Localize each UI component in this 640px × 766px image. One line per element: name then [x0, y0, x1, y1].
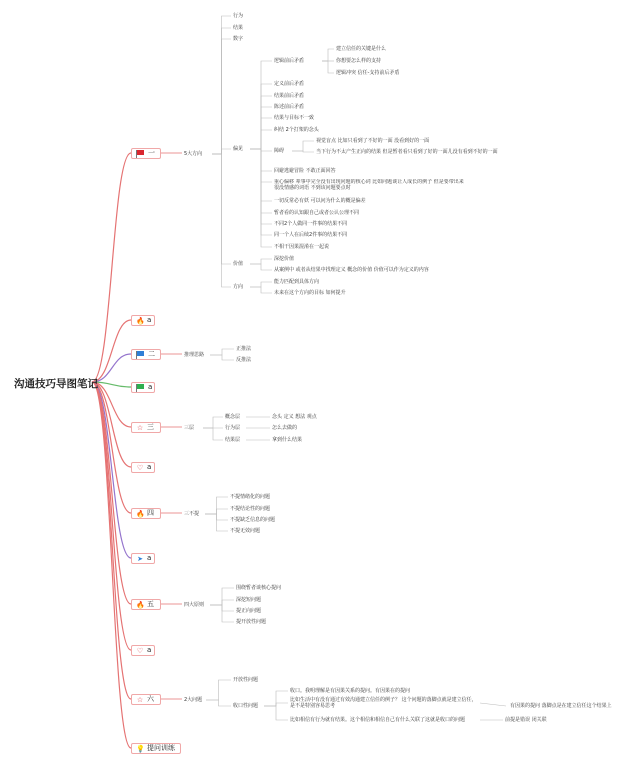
b11-fan-1: [206, 700, 231, 706]
branch-4[interactable]: [131, 382, 155, 393]
b1-fan-5: [212, 154, 231, 287]
branch-5[interactable]: [131, 422, 161, 433]
b7-fan-1: [205, 509, 228, 514]
branch-6[interactable]: [131, 462, 155, 473]
b11-extra-link-0: [480, 703, 506, 706]
blue-flag-icon: [136, 351, 145, 359]
branch-2[interactable]: [131, 315, 155, 326]
branch-9-label: 五: [147, 600, 154, 608]
b7-child-2: 不提缺乏信息的问题: [230, 517, 276, 523]
b1-jiazhi-child-0: 深挖价值: [274, 256, 295, 262]
star-icon: ☆: [136, 695, 144, 704]
heart-icon: ♡: [136, 463, 144, 472]
b1-item-3: 结果与目标不一致: [274, 115, 315, 121]
fire-icon: 🔥: [136, 316, 145, 325]
b1-item2-3: 一切反常必有妖 可以问为什么的概是偏差: [274, 198, 366, 204]
b1-pianjian: 偏见: [233, 146, 244, 152]
b3-child-1: 反推法: [236, 357, 252, 363]
b5-fan-2: [203, 428, 223, 440]
b9-fan-3: [210, 605, 234, 622]
root-link-12: [92, 382, 131, 748]
star-icon: ☆: [136, 423, 144, 432]
branch-8[interactable]: [131, 553, 155, 564]
b1-item2-1: 重心偏移 辈事中完全没有出现问题的核心词 比如问题谈让人成长的例子 但是要带出来很没情感的词语 不到该问题要点时: [274, 179, 464, 191]
b1-jiazhi: 价值: [233, 261, 244, 267]
b1-logic: 逻辑前后矛盾: [274, 58, 305, 64]
b3-fan-1: [210, 355, 234, 360]
b1-pianjian-fan-13: [250, 149, 272, 247]
b1-fangxiang-child-1: 未来在这个方向的目标 如何提升: [274, 290, 346, 296]
b1-zhangai-fan-1: [292, 151, 314, 152]
b1-zhangai: 障碍: [274, 148, 285, 154]
b1-jiazhi-child-1: 从案例中 或者从结果中找理定义 概念的价值 价值可以作为定义的内容: [274, 267, 429, 273]
b1-pianjian-fan-5: [250, 130, 272, 149]
b5-row-2-val: 拿到什么结果: [272, 437, 303, 443]
b1-jiazhi-fan-1: [250, 264, 272, 270]
branch-11-label: 六: [147, 695, 154, 703]
b9-fan-1: [210, 600, 234, 605]
b1-item-4: 纠结 2个打架的念头: [274, 127, 319, 133]
b1-zhangai-child-0: 视觉盲点 比如只看到了不好的一面 没看到好的一面: [316, 138, 430, 144]
b5-row-0-val: 念头 定义 想法 观点: [272, 414, 317, 420]
b1-item2-6: 同一个人在后续2件事的结果不同: [274, 232, 348, 238]
b11-fan-0: [206, 680, 231, 700]
b1-item-2: 陈述前后矛盾: [274, 104, 305, 110]
branch-10-label: a: [147, 646, 152, 654]
b5-row-2-key: 结果层: [225, 437, 241, 443]
root-link-11: [92, 382, 131, 699]
b1-item2-5: 不同2个人做同一件事的结果不同: [274, 221, 348, 227]
b1-fan-3: [212, 149, 231, 154]
b1-fan-2: [212, 39, 231, 154]
b9-child-1: 深挖短问题: [236, 597, 262, 603]
b11-closed-extra-0: 有因果的提问 落脚点是在建立信任这个结果上: [510, 703, 612, 709]
fire-icon: 🔥: [136, 509, 145, 518]
b11-sub: 2大问题: [184, 697, 203, 703]
branch-1[interactable]: [131, 148, 161, 159]
heart-icon: ♡: [136, 646, 144, 655]
branch-4-label: a: [148, 383, 153, 391]
b11-closed: 收口性问题: [233, 703, 259, 709]
branch-5-label: 三: [147, 423, 154, 431]
b1-zhangai-fan-0: [292, 141, 314, 151]
b11-closed-child-0: 收口。我明理解是有因果关系的提问。有因果在的提问: [290, 688, 411, 694]
b7-sub: 三不提: [184, 511, 200, 517]
b1-item-1: 结果前后矛盾: [274, 93, 305, 99]
root-topic: 沟通技巧导图笔记: [14, 378, 98, 390]
root-link-9: [92, 382, 131, 604]
b5-row-1-key: 行为层: [225, 425, 241, 431]
b9-sub: 四大原则: [184, 602, 205, 608]
root-link-1: [92, 153, 131, 382]
branch-8-label: a: [147, 554, 152, 562]
b1-item-0: 定义前后矛盾: [274, 81, 305, 87]
b1-item2-7: 不相干因果混淆在一起说: [274, 244, 330, 250]
b1-item2-4: 暂者看的认知跟自己或者公认公理不同: [274, 210, 360, 216]
bulb-icon: 💡: [136, 744, 145, 753]
b1-sub: 5大方向: [184, 151, 203, 157]
b9-child-0: 围绕暂者谈核心提问: [236, 585, 282, 591]
b5-fan-0: [203, 417, 223, 428]
b3-child-0: 正推法: [236, 346, 252, 352]
b11-closed-fan-1: [264, 703, 288, 706]
b7-fan-3: [205, 514, 228, 531]
b3-sub: 推理思路: [184, 352, 205, 358]
branch-7[interactable]: [131, 508, 161, 519]
b11-closed-child-2: 比如相信有行为就有结果。这个相信和相信自己有什么关联了这就是收口的问题: [290, 717, 466, 723]
branch-10[interactable]: [131, 645, 155, 656]
paper-plane-icon: ➤: [137, 554, 143, 563]
b1-fangxiang-fan-1: [250, 287, 272, 293]
b1-top-2: 数字: [233, 36, 244, 42]
b1-logic-fan-2: [322, 61, 334, 73]
branch-2-label: a: [147, 316, 152, 324]
red-flag-icon: [136, 150, 145, 158]
branch-1-label: 一: [148, 149, 155, 157]
fire-icon: 🔥: [136, 600, 145, 609]
b1-top-0: 行为: [233, 13, 244, 19]
b1-logic-child-0: 建立信任的关键是什么: [336, 46, 387, 52]
b7-child-0: 不提情绪化的问题: [230, 494, 271, 500]
branch-12[interactable]: [131, 743, 181, 754]
b7-child-3: 不提无效问题: [230, 528, 261, 534]
b5-sub: 三层: [184, 425, 195, 431]
b9-child-3: 提开放性问题: [236, 619, 267, 625]
b5-row-0-key: 概念层: [225, 414, 241, 420]
branch-3-label: 二: [148, 350, 155, 358]
branch-3[interactable]: [131, 349, 161, 360]
branch-6-label: a: [147, 463, 152, 471]
branch-7-label: 四: [147, 509, 154, 517]
b1-fangxiang-child-0: 能力匹配到具体方向: [274, 279, 320, 285]
b1-zhangai-child-1: 当下行为不太产生正向的结果 但是暂者看只看到了好的一面儿没有看到不好的一面: [316, 149, 498, 155]
b1-item2-0: 回避逃避冒险 不敢正面回答: [274, 168, 336, 174]
b9-child-2: 提正向问题: [236, 608, 262, 614]
b3-fan-0: [210, 349, 234, 355]
b5-row-1-val: 怎么去做的: [272, 425, 298, 431]
b11-closed-fan-2: [264, 706, 288, 720]
b11-closed-child-1: 比如生活中有没有通过有效沟通建立信任的例子？ 这个问题的落脚点就是建立信任，是不是特别容易思考: [290, 697, 477, 709]
branch-12-label: 提问训练: [147, 744, 175, 752]
b1-fangxiang: 方向: [233, 284, 244, 290]
b1-logic-child-2: 逻辑冲突 信任-支持前后矛盾: [336, 70, 400, 76]
b11-closed-extra-1: 前提是错误 闭关联: [505, 717, 547, 723]
root-link-2: [92, 320, 131, 382]
b11-open: 开放性问题: [233, 677, 259, 683]
b1-logic-child-1: 你想要怎么样的支持: [336, 58, 382, 64]
b1-top-1: 结果: [233, 25, 244, 31]
b1-jiazhi-fan-0: [250, 259, 272, 264]
branch-9[interactable]: [131, 599, 161, 610]
branch-11[interactable]: [131, 694, 161, 705]
b1-logic-fan-0: [322, 49, 334, 61]
b1-fangxiang-fan-0: [250, 282, 272, 287]
green-flag-icon: [136, 384, 145, 392]
b7-child-1: 不提结论性的问题: [230, 506, 271, 512]
